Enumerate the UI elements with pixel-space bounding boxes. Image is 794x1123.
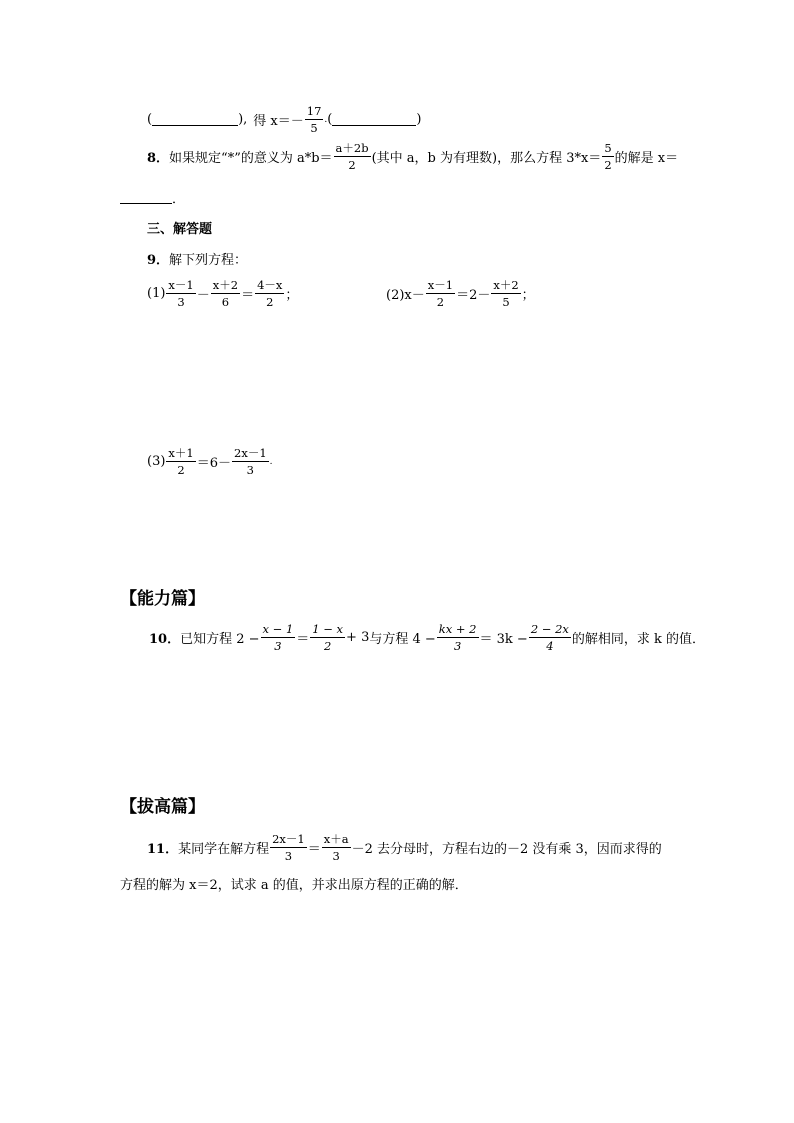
question-8 xyxy=(147,141,678,172)
part-label: (3) xyxy=(147,454,166,469)
fraction-denominator: 4 xyxy=(546,639,554,653)
fraction-numerator: kx + 2 xyxy=(438,622,477,636)
section-title-ability: 【能力篇】 xyxy=(120,589,205,609)
operator: ＝6－ xyxy=(196,456,232,471)
fraction-denominator: 2 xyxy=(266,295,274,309)
fraction-17-5 xyxy=(305,104,324,135)
fraction-numerator: 2x－1 xyxy=(234,446,267,460)
fraction-denominator: 2 xyxy=(348,158,356,172)
period: ． xyxy=(172,192,186,207)
operator: － xyxy=(196,288,210,303)
close-paren: ), xyxy=(238,112,248,127)
fraction xyxy=(255,278,284,309)
fraction-denominator: 3 xyxy=(246,463,254,477)
fraction-denominator: 2 xyxy=(177,463,185,477)
fraction xyxy=(270,832,307,863)
fraction xyxy=(310,622,345,653)
fraction xyxy=(529,622,571,653)
question-10 xyxy=(149,622,705,653)
question-text: 已知方程 2 − xyxy=(180,632,260,647)
question-text: 某同学在解方程 xyxy=(178,842,270,857)
fraction-numerator: x − 1 xyxy=(262,622,294,636)
question-9 xyxy=(147,249,247,268)
question-number: 11． xyxy=(147,842,179,857)
answer-blank-2[interactable] xyxy=(332,113,416,126)
question-text: 与方程 4 − xyxy=(369,632,436,647)
fraction-denominator: 3 xyxy=(453,639,462,653)
fraction xyxy=(437,622,479,653)
terminator: ； xyxy=(285,288,299,303)
fraction-numerator: x－1 xyxy=(427,278,454,292)
fraction-numerator: x＋a xyxy=(323,832,349,846)
fraction-denominator: 6 xyxy=(221,295,230,309)
question-text: 的解相同，求 k 的值． xyxy=(571,632,706,647)
operator: ＝2－ xyxy=(456,288,491,303)
equation-2 xyxy=(386,278,535,309)
section-title: 三、解答题 xyxy=(147,222,213,237)
fraction-denominator: 5 xyxy=(310,121,318,135)
fraction-denominator: 2 xyxy=(324,639,332,653)
question-text: 如果规定“*”的意义为 a*b＝ xyxy=(169,151,333,166)
question-8-answer-line xyxy=(120,188,185,207)
question-11-line-2: 方程的解为 x＝2，试求 a 的值，并求出原方程的正确的解． xyxy=(120,878,468,893)
fraction-numerator: 5 xyxy=(604,141,612,155)
fraction xyxy=(322,832,351,863)
fraction-5-2 xyxy=(602,141,613,172)
fraction-numerator: 4－x xyxy=(257,278,283,292)
question-text: (其中 a，b 为有理数)，那么方程 3*x＝ xyxy=(371,151,602,166)
terminator: ； xyxy=(521,288,535,303)
question-number: 9． xyxy=(147,253,170,268)
fraction-numerator: x＋2 xyxy=(212,278,239,292)
operator: ＝ xyxy=(307,842,321,857)
fraction xyxy=(491,278,520,309)
answer-blank-3[interactable] xyxy=(120,191,172,204)
close-paren-2: ) xyxy=(416,112,422,127)
fraction-numerator: x＋1 xyxy=(168,446,194,460)
fraction xyxy=(426,278,455,309)
fraction xyxy=(211,278,240,309)
part-label: (2)x－ xyxy=(386,288,425,303)
fraction-denominator: 2 xyxy=(436,295,445,309)
fraction-denominator: 5 xyxy=(502,295,510,309)
question-number: 10． xyxy=(149,632,181,647)
part-label: (1) xyxy=(147,286,166,301)
terminator: . xyxy=(269,456,273,467)
question-prompt: 解下列方程： xyxy=(169,253,248,268)
question-text: －2 去分母时，方程右边的－2 没有乘 3，因而求得的 xyxy=(351,842,662,857)
fraction xyxy=(261,622,296,653)
answer-blank-1[interactable] xyxy=(152,113,238,126)
operator: ＝ 3k − xyxy=(479,632,528,647)
top-line-text: 得 x＝－ xyxy=(253,114,304,129)
fraction-numerator: 2x－1 xyxy=(272,832,305,846)
equation-1 xyxy=(147,278,298,309)
fraction-numerator: 17 xyxy=(306,104,322,118)
operator: ＝ xyxy=(241,288,255,303)
section-title-advanced: 【拔高篇】 xyxy=(120,797,205,817)
fraction xyxy=(166,278,195,309)
question-number: 8． xyxy=(147,151,170,166)
question-11 xyxy=(147,832,662,863)
fraction-a-plus-2b xyxy=(334,141,371,172)
fraction-denominator: 3 xyxy=(274,639,282,653)
fraction xyxy=(166,446,195,477)
operator: ＝ xyxy=(296,632,310,647)
fraction-numerator: a＋2b xyxy=(335,141,369,155)
open-paren: ( xyxy=(147,112,153,127)
fraction-numerator: x－1 xyxy=(168,278,194,292)
open-paren-2: ( xyxy=(327,112,333,127)
fraction-denominator: 3 xyxy=(177,295,185,309)
fraction-numerator: x＋2 xyxy=(493,278,519,292)
dot: . xyxy=(324,114,328,125)
fraction-denominator: 3 xyxy=(284,849,293,863)
fraction-denominator: 2 xyxy=(604,158,612,172)
fraction-denominator: 3 xyxy=(332,849,340,863)
fraction-numerator: 2 − 2x xyxy=(530,622,569,636)
operator: + 3 xyxy=(346,630,370,645)
question-text: 的解是 x＝ xyxy=(614,151,679,166)
equation-3 xyxy=(147,446,273,477)
top-line xyxy=(147,104,421,135)
fraction xyxy=(232,446,269,477)
fraction-numerator: 1 − x xyxy=(312,622,344,636)
